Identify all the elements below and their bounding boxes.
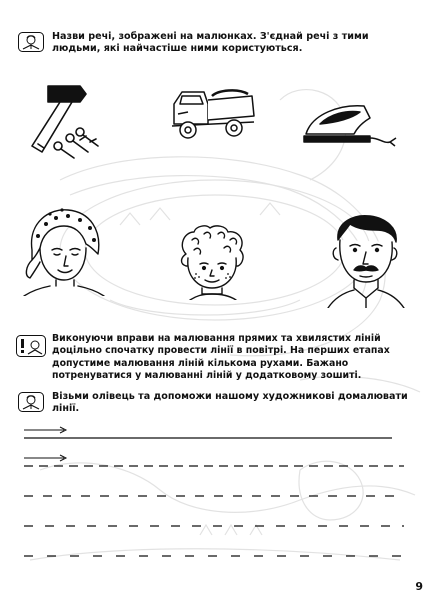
page-number: 9 <box>415 580 423 593</box>
boy-with-book-icon <box>18 32 44 52</box>
hammer-and-nails-picture[interactable] <box>20 80 110 160</box>
toy-truck-picture[interactable] <box>168 86 258 144</box>
task-1-text: Назви речі, зображені на малюнках. З'єднай речі з тими людьми, які найчастіше ними користуються. <box>52 31 369 55</box>
exclamation-icon <box>16 335 46 357</box>
woman-in-headscarf-picture[interactable] <box>20 206 108 296</box>
task-2-text: Візьми олівець та допоможи нашому художникові домалювати лінії. <box>52 391 408 415</box>
mustached-man-picture[interactable] <box>326 212 406 308</box>
curly-haired-boy-picture[interactable] <box>172 224 252 300</box>
iron-picture[interactable] <box>300 98 400 150</box>
note-text: Виконуючи вправи на малювання прямих та хвилястих ліній доцільно спочатку провести лінії в повітрі. На перших етапах допустиме малювання ліній кількома рухами. Бажано потренуватися у малюванні ліній у додатковому зошиті. <box>52 333 390 382</box>
tracing-lines-area[interactable] <box>0 410 435 580</box>
boy-with-book-icon <box>18 392 44 412</box>
